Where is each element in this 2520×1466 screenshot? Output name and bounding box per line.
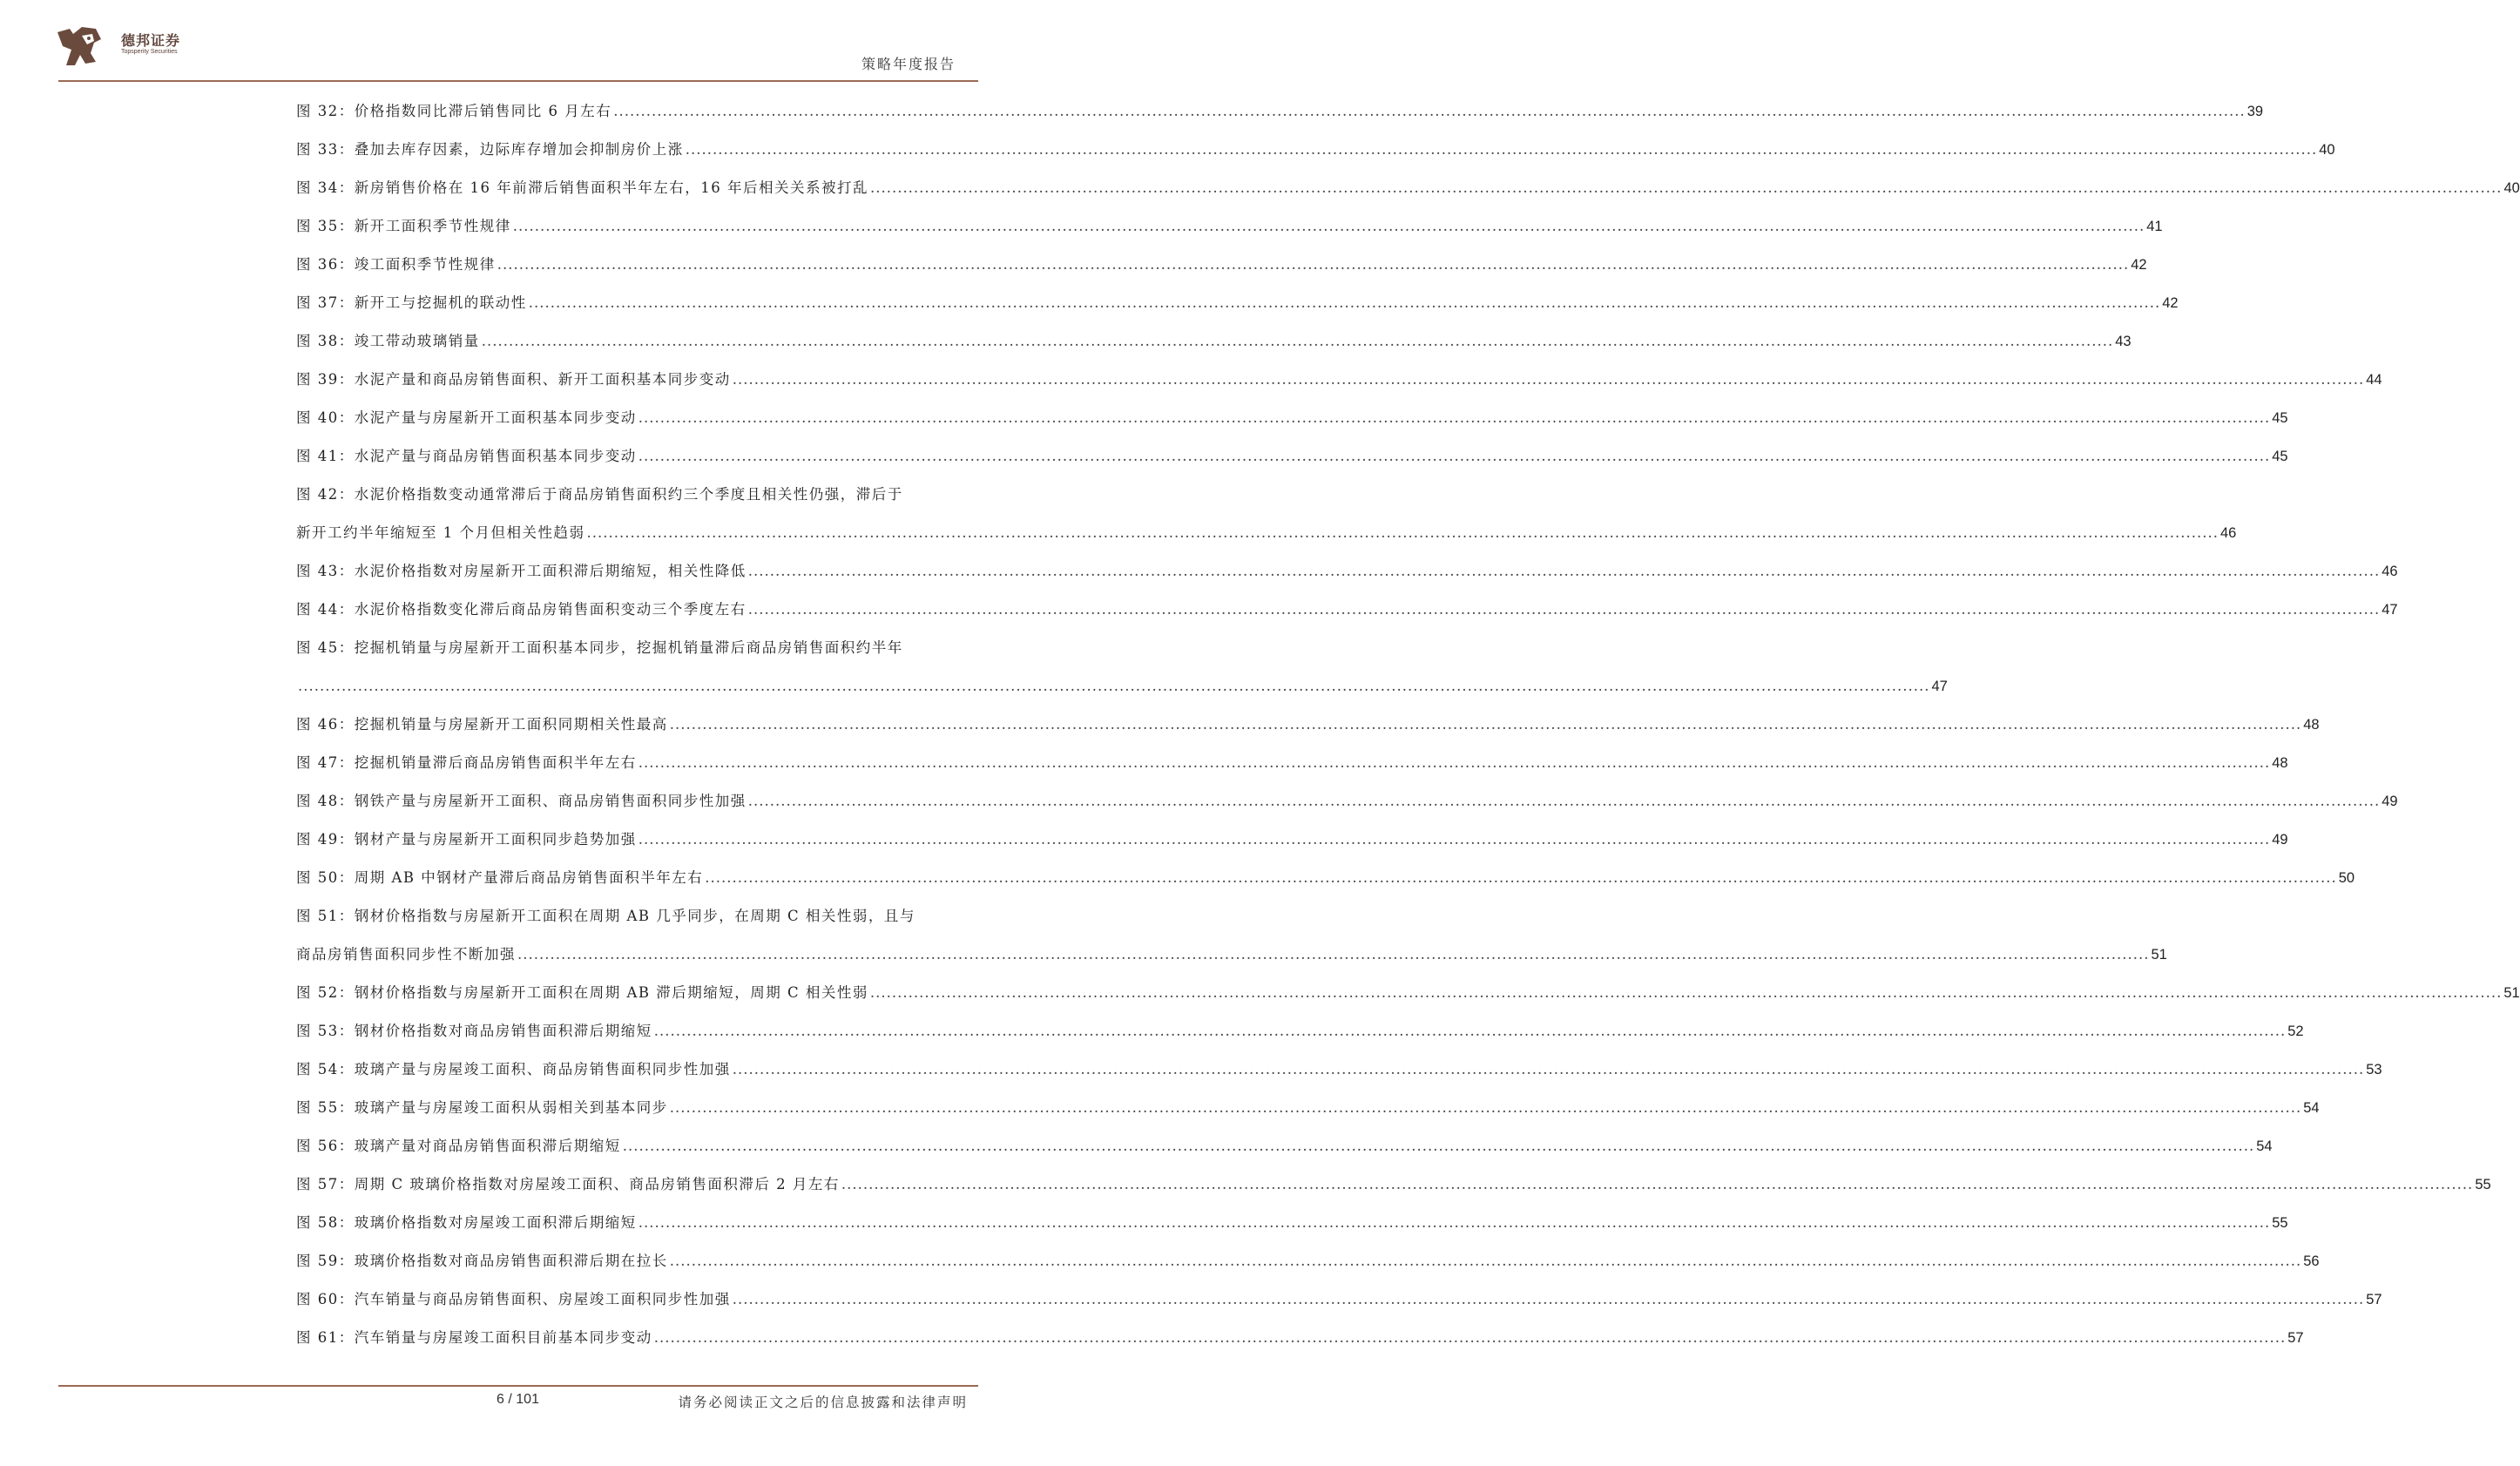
toc-entry-line (296, 361, 2382, 399)
toc-entry-title: 图 35：新开工面积季节性规律 (296, 218, 511, 234)
toc-dot-leader: ............................................................................................................................................................................................................................................................................................................ (653, 1023, 2287, 1039)
toc-entry-title: 图 39：水泥产量和商品房销售面积、新开工面积基本同步变动 (296, 371, 731, 388)
toc-page-number: 45 (2272, 449, 2288, 464)
toc-entry[interactable] (296, 399, 2288, 437)
toc-dot-leader: ............................................................................................................................................................................................................................................................................................................ (869, 179, 2503, 196)
toc-entry[interactable] (296, 974, 2520, 1012)
header-divider (58, 80, 978, 82)
toc-page-number: 42 (2162, 295, 2179, 311)
toc-dot-leader: ............................................................................................................................................................................................................................................................................................................ (638, 409, 2271, 426)
toc-entry-line (296, 1127, 2273, 1165)
toc-entry-title: 图 43：水泥价格指数对房屋新开工面积滞后期缩短，相关性降低 (296, 563, 747, 579)
toc-entry-title: 图 38：竣工带动玻璃销量 (296, 333, 480, 349)
toc-entry[interactable] (296, 169, 2520, 207)
toc-entry[interactable] (296, 1204, 2288, 1242)
toc-entry-line (296, 92, 2264, 131)
toc-entry-title: 图 60：汽车销量与商品房销售面积、房屋竣工面积同步性加强 (296, 1291, 731, 1307)
toc-page-number: 45 (2272, 410, 2288, 426)
toc-entry[interactable] (296, 131, 2335, 169)
toc-page-number: 55 (2475, 1177, 2491, 1192)
toc-page-number: 48 (2303, 717, 2320, 733)
toc-entry-line (296, 744, 2288, 782)
toc-page-number: 42 (2131, 257, 2147, 273)
toc-entry[interactable] (296, 897, 2167, 974)
toc-entry[interactable] (296, 859, 2355, 897)
toc-page-number: 40 (2503, 180, 2520, 196)
toc-page-number: 40 (2319, 142, 2335, 158)
toc-page-number: 49 (2272, 832, 2288, 848)
toc-page-number: 43 (2115, 334, 2132, 349)
toc-entry-title: 图 44：水泥价格指数变化滞后商品房销售面积变动三个季度左右 (296, 601, 747, 618)
toc-dot-leader: ............................................................................................................................................................................................................................................................................................................ (669, 1099, 2302, 1116)
toc-entry-line (296, 322, 2132, 361)
footer-divider (58, 1385, 978, 1387)
toc-entry-title: 图 59：玻璃价格指数对商品房销售面积滞后期在拉长 (296, 1253, 668, 1269)
toc-entry-line (296, 821, 2288, 859)
toc-page-number: 48 (2272, 755, 2288, 771)
toc-entry-title-continuation: 新开工约半年缩短至 1 个月但相关性趋弱 (296, 524, 585, 541)
toc-dot-leader: ............................................................................................................................................................................................................................................................................................................ (586, 524, 2219, 541)
toc-entry-line (296, 1165, 2491, 1204)
toc-page-number: 41 (2146, 219, 2163, 234)
toc-dot-leader: ............................................................................................................................................................................................................................................................................................................ (497, 256, 2130, 273)
toc-entry-line (296, 1089, 2320, 1127)
report-type: 策略年度报告 (861, 56, 956, 72)
toc-dot-leader: ............................................................................................................................................................................................................................................................................................................ (747, 793, 2381, 809)
toc-entry-line (296, 782, 2398, 821)
toc-entry-title: 图 42：水泥价格指数变动通常滞后于商品房销售面积约三个季度且相关性仍强，滞后于 (296, 486, 903, 503)
toc-entry-title: 图 46：挖掘机销量与房屋新开工面积同期相关性最高 (296, 716, 668, 733)
toc-entry-title: 图 52：钢材价格指数与房屋新开工面积在周期 AB 滞后期缩短，周期 C 相关性弱 (296, 984, 868, 1001)
brand-name-cn: 德邦证券 (121, 32, 181, 49)
toc-page-number: 50 (2338, 870, 2355, 886)
toc-page-number: 44 (2366, 372, 2382, 388)
toc-entry-line (296, 1012, 2304, 1051)
toc-entry[interactable] (296, 361, 2382, 399)
toc-dot-leader: ............................................................................................................................................................................................................................................................................................................ (732, 371, 2365, 388)
toc-entry-line (296, 591, 2398, 629)
toc-dot-leader: ............................................................................................................................................................................................................................................................................................................ (669, 1253, 2302, 1269)
toc-entry[interactable] (296, 1012, 2304, 1051)
toc-entry-title: 图 47：挖掘机销量滞后商品房销售面积半年左右 (296, 754, 637, 771)
toc-page-number: 51 (2503, 985, 2520, 1001)
toc-page-number: 46 (2382, 564, 2398, 579)
toc-entry-title: 图 49：钢材产量与房屋新开工面积同步趋势加强 (296, 831, 637, 848)
toc-dot-leader: ............................................................................................................................................................................................................................................................................................................ (638, 448, 2271, 464)
toc-page-number: 49 (2382, 794, 2398, 809)
toc-entry-title: 图 45：挖掘机销量与房屋新开工面积基本同步，挖掘机销量滞后商品房销售面积约半年 (296, 639, 903, 656)
toc-page-number: 39 (2246, 104, 2264, 119)
toc-entry[interactable] (296, 1089, 2320, 1127)
toc-entry-line (296, 514, 2237, 552)
toc-dot-leader: ............................................................................................................................................................................................................................................................................................................ (869, 984, 2503, 1001)
toc-page-number: 54 (2303, 1100, 2320, 1116)
toc-page-number: 53 (2366, 1062, 2382, 1078)
toc-page-number: 57 (2287, 1330, 2304, 1346)
toc-dot-leader: ............................................................................................................................................................................................................................................................................................................ (528, 294, 2161, 311)
toc-entry-line (296, 284, 2179, 322)
toc-dot-leader: ............................................................................................................................................................................................................................................................................................................ (705, 869, 2337, 886)
toc-page-number: 52 (2287, 1023, 2304, 1039)
toc-dot-leader: ............................................................................................................................................................................................................................................................................................................ (685, 141, 2318, 158)
toc-entry[interactable] (296, 1165, 2491, 1204)
toc-dot-leader: ............................................................................................................................................................................................................................................................................................................ (613, 103, 2246, 119)
toc-entry[interactable] (296, 782, 2398, 821)
toc-page-number: 57 (2366, 1292, 2382, 1307)
toc-entry[interactable] (296, 437, 2288, 476)
toc-entry-line (296, 437, 2288, 476)
toc-entry[interactable] (296, 744, 2288, 782)
toc-entry-line (296, 131, 2335, 169)
toc-entry[interactable] (296, 1319, 2304, 1357)
toc-dot-leader: ............................................................................................................................................................................................................................................................................................................ (298, 678, 1930, 694)
toc-dot-leader: ............................................................................................................................................................................................................................................................................................................ (638, 1214, 2271, 1231)
toc-entry-title: 图 32：价格指数同比滞后销售同比 6 月左右 (296, 103, 612, 119)
toc-dot-leader: ............................................................................................................................................................................................................................................................................................................ (481, 333, 2114, 349)
toc-entry-line (296, 1242, 2320, 1280)
toc-entry-line (296, 1280, 2382, 1319)
toc-page-number: 46 (2219, 525, 2237, 541)
toc-entry[interactable] (296, 1280, 2382, 1319)
toc-entry-title: 图 34：新房销售价格在 16 年前滞后销售面积半年左右，16 年后相关关系被打乱 (296, 179, 868, 196)
toc-entry[interactable] (296, 591, 2398, 629)
toc-entry-line (296, 974, 2520, 1012)
toc-entry-title: 图 57：周期 C 玻璃价格指数对房屋竣工面积、商品房销售面积滞后 2 月左右 (296, 1176, 840, 1192)
toc-dot-leader: ............................................................................................................................................................................................................................................................................................................ (732, 1061, 2365, 1078)
toc-entry[interactable] (296, 284, 2179, 322)
toc-dot-leader: ............................................................................................................................................................................................................................................................................................................ (669, 716, 2302, 733)
toc-entry-title: 图 50：周期 AB 中钢材产量滞后商品房销售面积半年左右 (296, 869, 704, 886)
toc-dot-leader: ............................................................................................................................................................................................................................................................................................................ (638, 831, 2271, 848)
toc-dot-leader: ............................................................................................................................................................................................................................................................................................................ (747, 601, 2381, 618)
page-number: 6 / 101 (497, 1392, 539, 1407)
page-header (0, 0, 1036, 87)
toc-entry-title: 图 40：水泥产量与房屋新开工面积基本同步变动 (296, 409, 637, 426)
toc-entry-line (296, 246, 2147, 284)
toc-entry[interactable] (296, 246, 2147, 284)
toc-dot-leader: ............................................................................................................................................................................................................................................................................................................ (622, 1138, 2255, 1154)
toc-entry[interactable] (296, 476, 2237, 552)
toc-entry-title: 图 41：水泥产量与商品房销售面积基本同步变动 (296, 448, 637, 464)
toc-page-number: 55 (2272, 1215, 2288, 1231)
toc-entry-title: 图 33：叠加去库存因素，边际库存增加会抑制房价上涨 (296, 141, 684, 158)
toc-dot-leader: ............................................................................................................................................................................................................................................................................................................ (747, 563, 2381, 579)
toc-dot-leader: ............................................................................................................................................................................................................................................................................................................ (653, 1329, 2287, 1346)
toc-page-number: 56 (2303, 1253, 2320, 1269)
toc-entry-title: 图 54：玻璃产量与房屋竣工面积、商品房销售面积同步性加强 (296, 1061, 731, 1078)
toc-dot-leader: ............................................................................................................................................................................................................................................................................................................ (638, 754, 2271, 771)
toc-entry[interactable] (296, 92, 2264, 131)
toc-entry-title: 图 56：玻璃产量对商品房销售面积滞后期缩短 (296, 1138, 621, 1154)
toc-entry-line (296, 706, 2320, 744)
toc-entry-line (296, 936, 2167, 974)
toc-entry-title: 图 53：钢材价格指数对商品房销售面积滞后期缩短 (296, 1023, 652, 1039)
toc-entry-line (296, 169, 2520, 207)
toc-entry-line (296, 207, 2163, 246)
legal-disclaimer: 请务必阅读正文之后的信息披露和法律声明 (678, 1395, 968, 1410)
brand-logo-icon (56, 24, 108, 69)
toc-entry-title: 图 48：钢铁产量与房屋新开工面积、商品房销售面积同步性加强 (296, 793, 747, 809)
toc-entry-title: 图 58：玻璃价格指数对房屋竣工面积滞后期缩短 (296, 1214, 637, 1231)
figure-list (296, 92, 2520, 1357)
toc-entry[interactable] (296, 1051, 2382, 1089)
toc-entry[interactable] (296, 1127, 2273, 1165)
toc-entry-line (296, 552, 2398, 591)
toc-page-number: 47 (1931, 679, 1948, 694)
toc-page-number: 47 (2382, 602, 2398, 618)
toc-entry-title: 图 37：新开工与挖掘机的联动性 (296, 294, 527, 311)
toc-page-number: 54 (2256, 1138, 2273, 1154)
toc-entry-title: 图 55：玻璃产量与房屋竣工面积从弱相关到基本同步 (296, 1099, 668, 1116)
toc-dot-leader: ............................................................................................................................................................................................................................................................................................................ (512, 218, 2145, 234)
toc-entry[interactable] (296, 322, 2132, 361)
toc-entry-line (296, 1319, 2304, 1357)
toc-entry[interactable] (296, 629, 1948, 706)
toc-entry-line (296, 1051, 2382, 1089)
toc-entry-line (296, 399, 2288, 437)
toc-entry[interactable] (296, 706, 2320, 744)
toc-entry[interactable] (296, 207, 2163, 246)
toc-page-number: 51 (2151, 947, 2167, 963)
toc-entry-title: 图 36：竣工面积季节性规律 (296, 256, 496, 273)
toc-entry-title: 图 61：汽车销量与房屋竣工面积目前基本同步变动 (296, 1329, 652, 1346)
toc-dot-leader: ............................................................................................................................................................................................................................................................................................................ (732, 1291, 2365, 1307)
toc-entry[interactable] (296, 821, 2288, 859)
toc-entry-line (296, 859, 2355, 897)
toc-entry-title: 图 51：钢材价格指数与房屋新开工面积在周期 AB 几乎同步，在周期 C 相关性弱，且与 (296, 908, 915, 924)
toc-entry-title-continuation: 商品房销售面积同步性不断加强 (296, 946, 516, 963)
toc-entry[interactable] (296, 552, 2398, 591)
toc-dot-leader: ............................................................................................................................................................................................................................................................................................................ (517, 946, 2150, 963)
toc-entry[interactable] (296, 1242, 2320, 1280)
brand-name-en: Topsperity Securities (121, 49, 178, 55)
toc-entry-line (296, 1204, 2288, 1242)
toc-dot-leader: ............................................................................................................................................................................................................................................................................................................ (841, 1176, 2474, 1192)
toc-entry-line (296, 667, 1948, 706)
